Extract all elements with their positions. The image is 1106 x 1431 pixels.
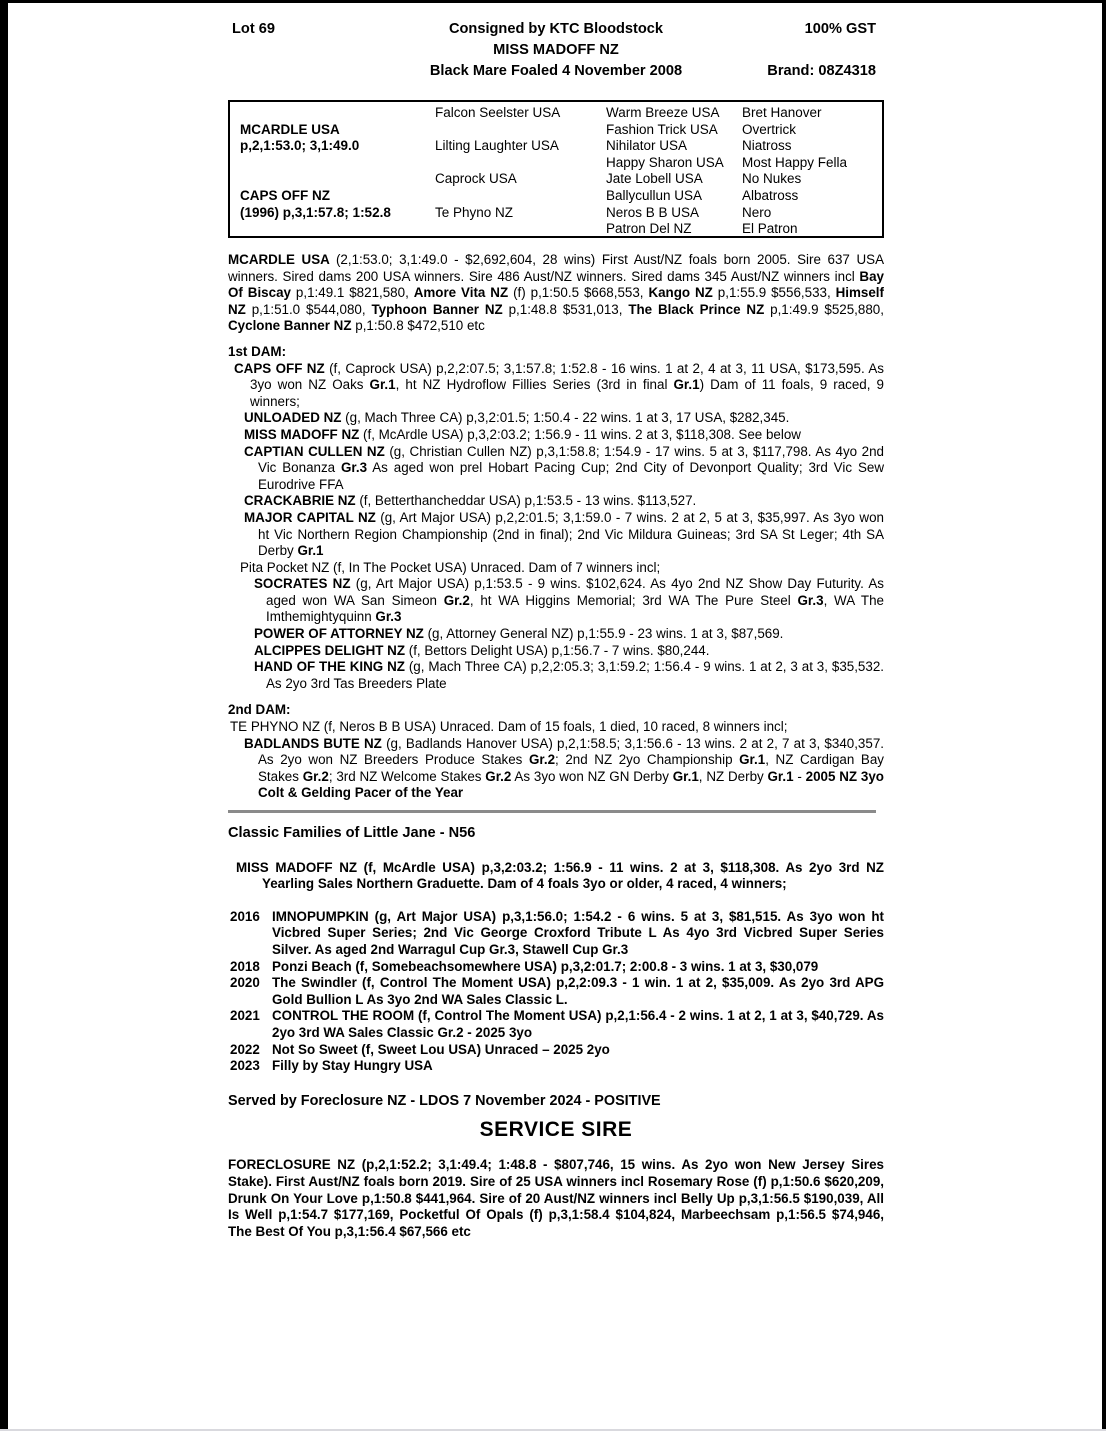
- produce-record-row: [228, 959, 884, 976]
- bold-text-run: CRACKABRIE NZ: [244, 493, 360, 509]
- bold-text-run: The Black Prince NZ: [628, 301, 771, 317]
- pedigree-paragraph-entry2: [228, 427, 884, 444]
- consignor: Consigned by KTC Bloodstock: [448, 21, 664, 37]
- foaled-line: Black Mare Foaled 4 November 2008: [429, 63, 683, 79]
- scan-edge-right: [1102, 0, 1106, 1431]
- foal-description: [272, 1042, 884, 1059]
- text-run: p,1:51.0 $544,080,: [251, 301, 372, 317]
- bold-text-run: UNLOADED NZ: [244, 410, 346, 426]
- bold-text-run: Amore Vita NZ: [413, 285, 514, 301]
- foal-description: [272, 1058, 884, 1075]
- foal-description: [272, 975, 884, 1008]
- bold-text-run: BADLANDS BUTE NZ: [244, 735, 387, 751]
- text-run: (2,1:53.0; 3,1:49.0 - $2,692,604, 28 wins) First Aust/NZ foals born 2005. Sire 637 USA winners. Sired dams 200 USA winners. Sire 486 Aust/NZ winners. Sired dams 345 Aust/NZ winners incl: [228, 252, 884, 284]
- produce-record-row: [228, 1058, 884, 1075]
- pedigree-paragraph-para: [228, 252, 884, 335]
- gen3-ancestor: Fashion Trick USA: [606, 121, 718, 137]
- text-run: ; 2nd NZ 2yo Championship: [555, 752, 740, 768]
- gen4-ancestor: Most Happy Fella: [742, 154, 848, 170]
- pedigree-paragraph-entry1p: [228, 719, 884, 736]
- bold-text-run: Gr.2: [485, 768, 512, 784]
- bold-text-run: Gr.1: [369, 377, 396, 393]
- gen2-ancestor: Te Phyno NZ: [435, 204, 514, 220]
- pedigree-paragraph-entry3: [228, 576, 884, 626]
- text-run: ; 3rd NZ Welcome Stakes: [328, 768, 486, 784]
- text-run: (g, Art Major USA) p,2,2:01.5; 3,1:59.0 - 7 wins. 2 at 2, 5 at 3, $35,997. As 3yo won ht Vic Northern Region Championship (2nd in final); 2nd Vic Mildura Guineas; 3rd SA St Leger; 4th SA Derby: [258, 509, 884, 559]
- text-run: , ht WA Higgins Memorial; 3rd WA The Pure Steel: [469, 592, 798, 608]
- bold-text-run: Gr.1: [767, 768, 794, 784]
- gen3-ancestor: Ballycullun USA: [606, 188, 703, 203]
- bold-text-run: CONTROL THE ROOM (f, Control The Moment USA) p,2,1:56.4 - 2 wins. 1 at 2, 1 at 3, $40,729. As 2yo 3rd WA Sales Classic Gr.2 - 2025 3yo: [272, 1008, 884, 1040]
- gen3-ancestor: Happy Sharon USA: [606, 154, 724, 170]
- foal-year: 2021: [230, 1008, 260, 1024]
- bold-text-run: Typhoon Banner NZ: [371, 301, 509, 317]
- text-run: (g, Mach Three CA) p,2,2:05.3; 3,1:59.2; 1:56.4 - 9 wins. 1 at 2, 3 at 3, $35,532. As 2yo 3rd Tas Breeders Plate: [266, 659, 884, 691]
- lot-number: Lot 69: [232, 21, 275, 37]
- pedigree-paragraph-entry3: [228, 626, 884, 643]
- sire-name: MCARDLE USA: [240, 121, 340, 137]
- bold-text-run: Cyclone Banner NZ: [228, 318, 356, 334]
- pedigree-paragraph-entry1: [228, 361, 884, 411]
- bold-text-run: MAJOR CAPITAL NZ: [244, 509, 381, 525]
- foal-year: 2018: [230, 958, 260, 974]
- bold-text-run: ALCIPPES DELIGHT NZ: [254, 642, 409, 658]
- gen4-ancestor: Niatross: [742, 138, 792, 154]
- text-run: , NZ Cardigan Bay Stakes: [258, 752, 884, 784]
- text-run: p,1:50.8 $472,510 etc: [355, 318, 485, 334]
- text-run: (f, Bettors Delight USA) p,1:56.7 - 7 wins. $80,244.: [408, 642, 710, 658]
- bold-text-run: The Swindler (f, Control The Moment USA) p,2,2:09.3 - 1 win. 1 at 2, $35,009. As 2yo 3rd APG Gold Bullion L As 3yo 2nd WA Sales Classic L.: [272, 975, 884, 1007]
- bold-text-run: SOCRATES NZ: [254, 576, 356, 592]
- header-row-2: [228, 40, 884, 61]
- pedigree-paragraph-para-bold: [228, 1157, 884, 1240]
- foal-year: 2022: [230, 1041, 260, 1057]
- bold-text-run: POWER OF ATTORNEY NZ: [254, 626, 428, 642]
- gen4-ancestor: Overtrick: [742, 121, 796, 137]
- text-run: , WA The Imthemightyquinn: [266, 592, 884, 625]
- text-run: TE PHYNO NZ (f, Neros B B USA) Unraced. Dam of 15 foals, 1 died, 10 raced, 8 winners incl;: [230, 719, 788, 735]
- bold-text-run: Gr.1: [297, 543, 324, 559]
- gst-note: 100% GST: [804, 21, 876, 37]
- text-run: (f, Caprock USA) p,2,2:07.5; 3,1:57.8; 1:52.8 - 16 wins. 1 at 2, 4 at 3, 11 USA, $173,595. As 3yo won NZ Oaks: [250, 360, 884, 393]
- pedigree-paragraph-service-sire: [228, 1117, 884, 1143]
- text-run: Pita Pocket NZ (f, In The Pocket USA) Unraced. Dam of 7 winners incl;: [240, 559, 661, 575]
- pedigree-table: [228, 100, 884, 238]
- gen4-ancestor: El Patron: [742, 221, 798, 237]
- pedigree-paragraph-family-head: [228, 825, 884, 842]
- bold-text-run: Served by Foreclosure NZ - LDOS 7 November 2024 - POSITIVE: [228, 1092, 661, 1109]
- bold-text-run: CAPS OFF NZ: [234, 360, 330, 376]
- section-divider-rule: [228, 810, 876, 813]
- sire-record: p,2,1:53.0; 3,1:49.0: [240, 138, 360, 154]
- pedigree-paragraph-served: [228, 1093, 884, 1110]
- gen4-ancestor: Bret Hanover: [742, 105, 822, 120]
- foal-description: [272, 909, 884, 959]
- horse-name: MISS MADOFF NZ: [493, 42, 619, 58]
- gen2-ancestor: Caprock USA: [435, 171, 517, 187]
- foal-year: 2020: [230, 975, 260, 991]
- text-run: (f, Betterthancheddar USA) p,1:53.5 - 13 wins. $113,527.: [359, 493, 697, 509]
- foal-description: [272, 959, 884, 976]
- bold-text-run: Filly by Stay Hungry USA: [272, 1058, 433, 1074]
- bold-text-run: Gr.1: [739, 752, 766, 768]
- produce-record-row: [228, 909, 884, 959]
- text-run: (g, Christian Cullen NZ) p,3,1:58.8; 1:54.9 - 17 wins. 5 at 3, $117,798. As 4yo 2nd Vic Bonanza: [258, 443, 884, 476]
- pedigree-paragraph-entry2p: [228, 560, 884, 577]
- pedigree-paragraph-entry2: [228, 510, 884, 560]
- gen3-ancestor: Warm Breeze USA: [606, 105, 720, 120]
- bold-text-run: HAND OF THE KING NZ: [254, 659, 409, 675]
- produce-record-row: [228, 1042, 884, 1059]
- pedigree-text-sections: [228, 252, 884, 1240]
- pedigree-paragraph-dam-head: [228, 344, 884, 361]
- bold-text-run: Himself NZ: [228, 285, 884, 317]
- bold-text-run: CAPTIAN CULLEN NZ: [244, 443, 390, 459]
- bold-text-run: Ponzi Beach (f, Somebeachsomewhere USA) p,3,2:01.7; 2:00.8 - 3 wins. 1 at 3, $30,079: [272, 958, 819, 974]
- text-run: -: [793, 768, 806, 784]
- bold-text-run: FORECLOSURE NZ (p,2,1:52.2; 3,1:49.4; 1:48.8 - $807,746, 15 wins. As 2yo won New Jersey Sires Stake). First Aust/NZ foals born 2019. Sire of 25 USA winners incl Rosemary Rose (f) p,1:50.6 $620,209, Drunk On Your Love p,1:50.8 $441,964. Sire of 20 Aust/NZ winners incl Belly Up p,3,1:56.5 $190,039, All Is Well p,1:54.7 $177,169, Pocketful Of Opals (f) p,3,1:58.4 $104,824, Marbeechsam p,1:56.5 $74,946, The Best Of You p,3,1:56.4 $67,566 etc: [228, 1157, 884, 1239]
- scan-edge-left: [0, 0, 8, 1431]
- text-run: p,1:48.8 $531,013,: [508, 301, 629, 317]
- gen4-ancestor: Nero: [742, 204, 772, 220]
- text-run: (f) p,1:50.5 $668,553,: [513, 285, 649, 301]
- pedigree-paragraph-entry2: [228, 493, 884, 510]
- text-run: (f, McArdle USA) p,3,2:03.2; 1:56.9 - 11 wins. 2 at 3, $118,308. See below: [363, 426, 801, 442]
- pedigree-paragraph-entry2: [228, 410, 884, 427]
- foal-year: 2016: [230, 908, 260, 924]
- text-run: (g, Attorney General NZ) p,1:55.9 - 23 wins. 1 at 3, $87,569.: [427, 626, 784, 642]
- header-row-3: [228, 61, 884, 82]
- bold-text-run: Gr.3: [341, 460, 368, 476]
- bold-text-run: Gr.3: [375, 609, 402, 625]
- bold-text-run: Not So Sweet (f, Sweet Lou USA) Unraced – 2025 2yo: [272, 1041, 610, 1057]
- text-run: , ht NZ Hydroflow Fillies Series (3rd in final: [395, 377, 674, 393]
- gen3-ancestor: Nihilator USA: [606, 138, 688, 154]
- produce-record-row: [228, 1008, 884, 1041]
- bold-text-run: IMNOPUMPKIN (g, Art Major USA) p,3,1:56.0; 1:54.2 - 6 wins. 5 at 3, $81,515. As 3yo won ht Vicbred Super Series; 2nd Vic George Croxford Tribute L As 4yo 3rd Vicbred Super Series Silver. As aged 2nd Warragul Cup Gr.3, Stawell Cup Gr.3: [272, 908, 884, 957]
- gen3-ancestor: Patron Del NZ: [606, 221, 692, 237]
- bold-text-run: Gr.1: [672, 768, 699, 784]
- bold-text-run: 2005 NZ 3yo Colt & Gelding Pacer of the Year: [258, 768, 884, 801]
- text-run: , NZ Derby: [698, 768, 768, 784]
- text-run: (g, Badlands Hanover USA) p,2,1:58.5; 3,1:56.6 - 13 wins. 2 at 2, 7 at 3, $340,357. As 2yo won NZ Breeders Produce Stakes: [258, 735, 884, 768]
- bold-text-run: Kango NZ: [648, 285, 718, 301]
- pedigree-paragraph-entry2: [228, 444, 884, 494]
- pedigree-paragraph-entry3: [228, 643, 884, 660]
- text-run: p,1:55.9 $556,533,: [717, 285, 836, 301]
- text-run: (g, Art Major USA) p,1:53.5 - 9 wins. $102,624. As 4yo 2nd NZ Show Day Futurity. As aged won WA San Simeon: [266, 576, 884, 608]
- bold-text-run: MISS MADOFF NZ: [244, 426, 364, 442]
- text-run: ) Dam of 11 foals, 9 raced, 9 winners;: [250, 377, 884, 409]
- page-content: [228, 0, 884, 1240]
- gen2-ancestor: Lilting Laughter USA: [435, 138, 559, 154]
- text-run: p,1:49.1 $821,580,: [295, 285, 414, 301]
- bold-text-run: MCARDLE USA: [228, 252, 336, 267]
- dam-record: (1996) p,3,1:57.8; 1:52.8: [240, 204, 391, 220]
- header-row-1: [228, 19, 884, 40]
- gen2-ancestor: Falcon Seelster USA: [435, 105, 561, 120]
- produce-record-row: [228, 975, 884, 1008]
- gen3-ancestor: Neros B B USA: [606, 204, 700, 220]
- foal-year: 2023: [230, 1058, 260, 1074]
- text-run: As 3yo won NZ GN Derby: [511, 768, 673, 784]
- bold-text-run: 2nd DAM:: [228, 702, 291, 718]
- page-header: [228, 19, 884, 82]
- text-run: (g, Mach Three CA) p,3,2:01.5; 1:50.4 - 22 wins. 1 at 3, 17 USA, $282,345.: [345, 410, 790, 426]
- gen4-ancestor: Albatross: [742, 188, 799, 203]
- bold-text-run: Gr.2: [302, 768, 329, 784]
- pedigree-paragraph-family-para: [228, 860, 884, 893]
- pedigree-paragraph-entry3: [228, 659, 884, 692]
- text-run: p,1:49.9 $525,880,: [770, 301, 884, 317]
- bold-text-run: MISS MADOFF NZ (f, McArdle USA) p,3,2:03.2; 1:56.9 - 11 wins. 2 at 3, $118,308. As 2yo 3rd NZ Yearling Sales Northern Graduette. Dam of 4 foals 3yo or older, 4 raced, 4 winners;: [236, 859, 884, 892]
- bold-text-run: Bay Of Biscay: [228, 268, 884, 301]
- bold-text-run: Gr.2: [443, 592, 470, 608]
- brand-number: Brand: 08Z4318: [767, 63, 876, 79]
- pedigree-paragraph-entry2: [228, 736, 884, 802]
- foal-description: [272, 1008, 884, 1041]
- bold-text-run: Gr.2: [528, 752, 556, 768]
- bold-text-run: 1st DAM:: [228, 343, 287, 359]
- gen3-ancestor: Jate Lobell USA: [606, 171, 703, 187]
- text-run: As aged won prel Hobart Pacing Cup; 2nd City of Devonport Quality; 3rd Vic Sew Eurodrive FFA: [258, 460, 884, 492]
- gen4-ancestor: No Nukes: [742, 171, 802, 187]
- dam-name: CAPS OFF NZ: [240, 188, 330, 203]
- bold-text-run: SERVICE SIRE: [479, 1118, 633, 1142]
- bold-text-run: Classic Families of Little Jane - N56: [228, 825, 476, 841]
- pedigree-paragraph-dam-head: [228, 702, 884, 719]
- bold-text-run: Gr.1: [673, 377, 700, 393]
- bold-text-run: Gr.3: [797, 592, 824, 608]
